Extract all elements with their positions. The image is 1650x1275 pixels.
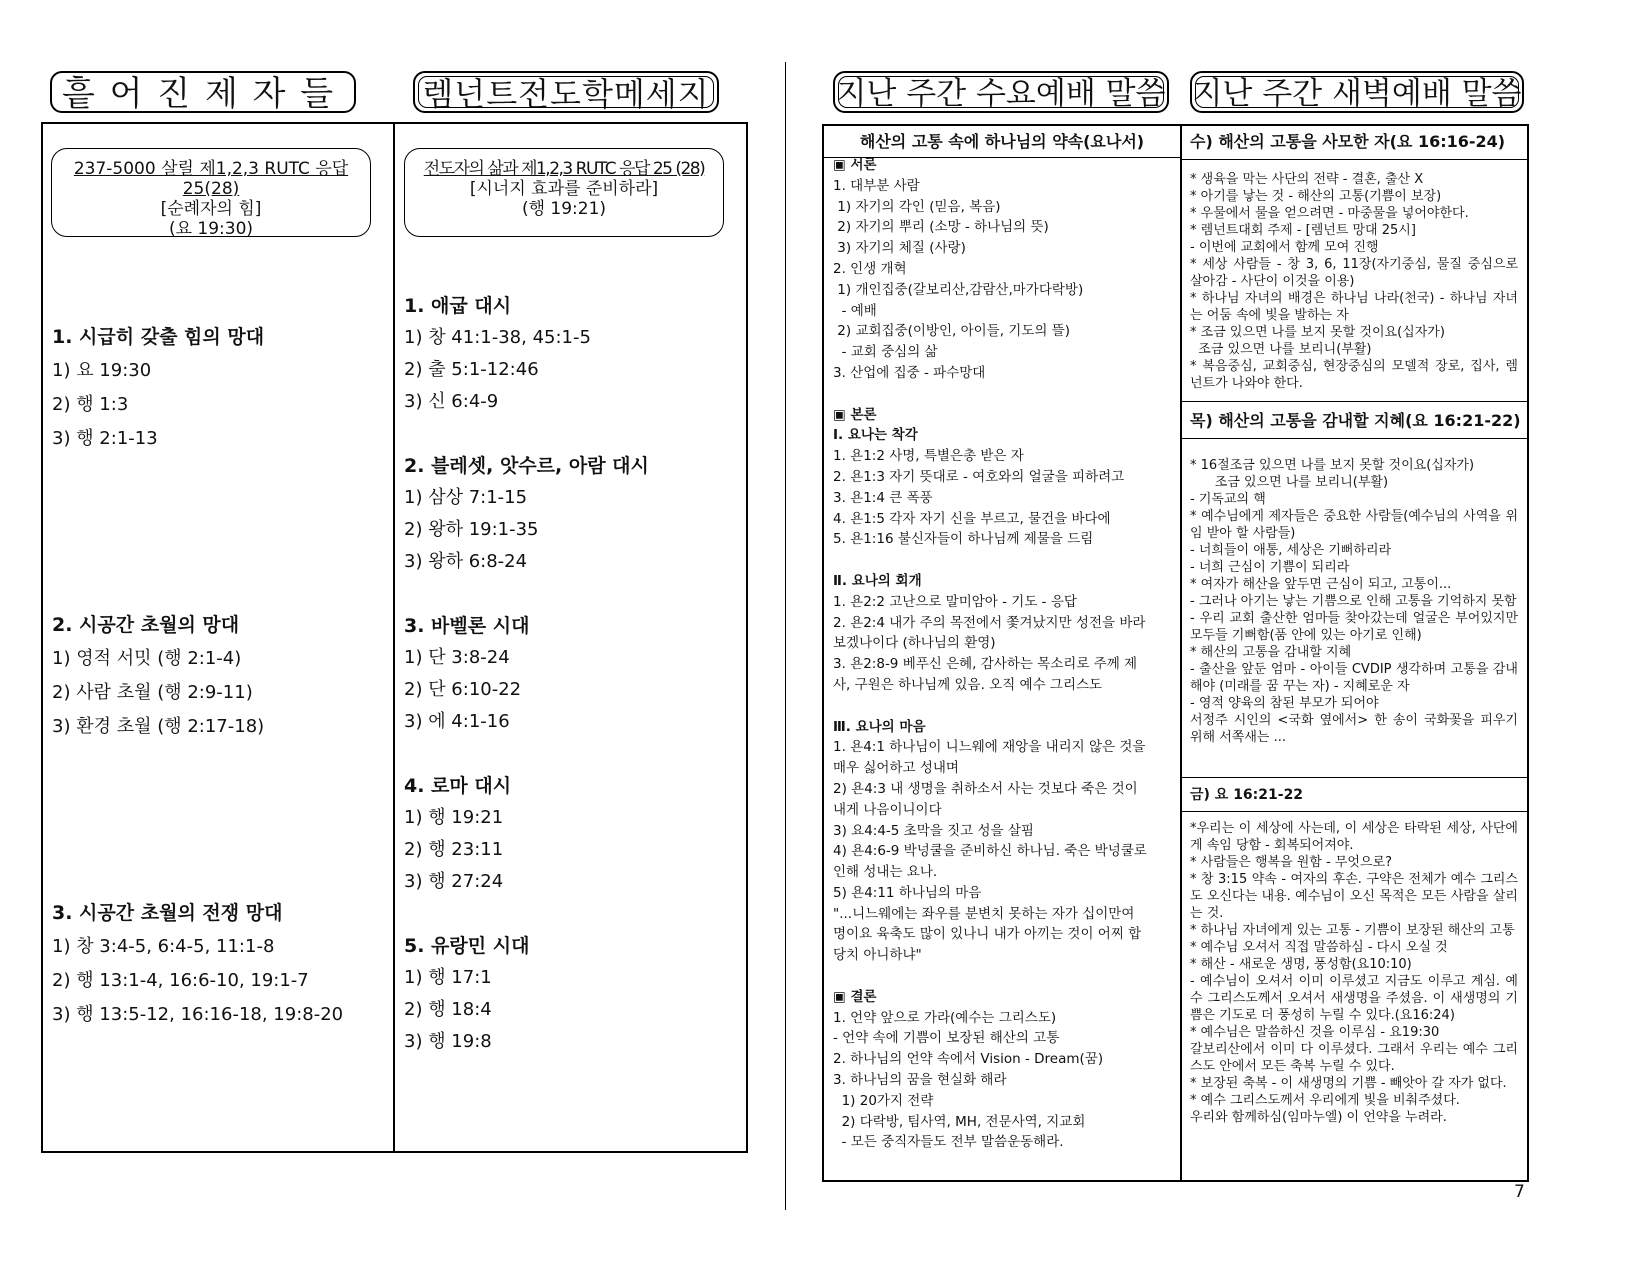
section-title: 4. 로마 대시 [404, 775, 512, 797]
list-item: 1) 삼상 7:1-15 [404, 487, 528, 508]
wed-line: - 교회 중심의 삶 [833, 344, 938, 361]
header-scattered-disciples: 흩 어 진 제 자 들 [50, 71, 356, 113]
wed-line: - 언약 속에 기쁨이 보장된 해산의 고통 [833, 1030, 1060, 1047]
wed-line: Ⅲ. 요나의 마음 [833, 718, 926, 735]
dawn-line: * 하나님 자녀에게 있는 고통 - 기쁨이 보장된 해산의 고통 [1190, 923, 1515, 938]
section-title: 2. 시공간 초월의 망대 [52, 614, 240, 636]
wed-line: 3) 자기의 체질 (사랑) [833, 240, 966, 257]
wed-line: 2) 자기의 뿌리 (소망 - 하나님의 뜻) [833, 219, 1049, 236]
dawn-line: - 출산을 앞둔 엄마 - 아이들 CVDIP 생각하며 고통을 감내해야 (미래를 꿈 꾸는 자) - 지혜로운 자 [1190, 662, 1518, 694]
wed-line: 2. 욘1:3 자기 뜻대로 - 여호와의 얼굴을 피하려고 [833, 468, 1125, 485]
wed-line: 1. 대부분 사람 [833, 177, 920, 194]
page-number: 7 [1514, 1182, 1525, 1202]
dawn-line: * 복음중심, 교회중심, 현장중심의 모델적 장로, 집사, 렘넌트가 나와야 한다. [1190, 359, 1518, 391]
dawn-line: * 렘넌트대회 주제 - [렘넌트 망대 25시] [1190, 223, 1416, 238]
list-item: 2) 출 5:1-12:46 [404, 359, 539, 380]
list-item: 1) 영적 서밋 (행 2:1-4) [52, 648, 242, 669]
dawn-s3-rule [1181, 811, 1529, 812]
header-dawn-sermon: 지난 주간 새벽예배 말씀 [1190, 71, 1524, 113]
list-item: 2) 행 18:4 [404, 999, 492, 1020]
dawn-line: 갈보리산에서 이미 다 이루셨다. 그래서 우리는 예수 그리스도 안에서 모든 축복 누릴 수 있다. [1190, 1042, 1518, 1074]
wed-line: ▣ 결론 [833, 988, 877, 1005]
list-item: 3) 왕하 6:8-24 [404, 551, 528, 572]
dawn-line: 조금 있으면 나를 보리니(부활) [1190, 342, 1372, 357]
dawn-line: 조금 있으면 나를 보리니(부활) [1190, 475, 1389, 490]
dawn-line: * 예수님 오셔서 직접 말씀하심 - 다시 오실 것 [1190, 940, 1448, 955]
wed-line: 1. 욘1:2 사명, 특별은총 받은 자 [833, 448, 1024, 465]
wed-line: 1. 욘4:1 하나님이 니느웨에 재앙을 내리지 않은 것을 [833, 739, 1146, 756]
list-item: 2) 사람 초월 (행 2:9-11) [52, 682, 253, 703]
dawn-line: - 너희들이 애통, 세상은 기뻐하리라 [1190, 543, 1392, 558]
wed-line: Ⅱ. 요나의 회개 [833, 572, 922, 589]
wed-line: 1) 개인집중(갈보리산,감람산,마가다락방) [833, 281, 1084, 298]
dawn-s3-body [1190, 820, 1518, 1126]
wed-line: 당치 아니하냐" [833, 947, 922, 964]
section-title: 1. 시급히 갖출 힘의 망대 [52, 326, 265, 348]
wed-line [833, 696, 1173, 717]
mid-box-line3: (행 19:21) [521, 199, 607, 219]
wed-line: 3. 욘2:8-9 베푸신 은혜, 감사하는 목소리로 주께 제 [833, 656, 1138, 673]
dawn-line: * 사람들은 행복을 원함 - 무엇으로? [1190, 855, 1393, 870]
dawn-line: * 하나님 자녀의 배경은 하나님 나라(천국) - 하나님 자녀는 어둠 속에 빛을 발하는 자 [1190, 291, 1518, 323]
dawn-line: * 16절조금 있으면 나를 보지 못할 것이요(십자가) [1190, 458, 1475, 473]
wed-body [833, 155, 1173, 1153]
list-item: 3) 신 6:4-9 [404, 391, 499, 412]
wed-line: Ⅰ. 요나는 착각 [833, 427, 918, 444]
wed-line: ▣ 서론 [833, 157, 877, 173]
dawn-line: * 생육을 막는 사단의 전략 - 결혼, 출산 X [1190, 172, 1424, 187]
dawn-s2-title: 목) 해산의 고통을 감내할 지혜(요 16:21-22) [1190, 411, 1521, 430]
dawn-s3-title: 금) 요 16:21-22 [1190, 787, 1304, 803]
dawn-s2-body [1190, 457, 1523, 746]
header-wednesday-sermon: 지난 주간 수요예배 말씀 [833, 71, 1169, 113]
mid-box-line2: [시너지 효과를 준비하라] [469, 179, 659, 199]
wed-line: 5) 욘4:11 하나님의 마음 [833, 884, 982, 901]
left-section-3 [52, 896, 343, 1032]
dawn-s1-body [1190, 171, 1523, 392]
header-remnant-evangelism: 렘넌트전도학메세지 [413, 71, 719, 113]
wed-line: 보겠나이다 (하나님의 환영) [833, 635, 996, 652]
list-item: 1) 요 19:30 [52, 360, 152, 381]
left-box-line2: [순례자의 힘] [160, 199, 262, 219]
dawn-line: * 해산의 고통을 감내할 지혜 [1190, 645, 1352, 660]
wed-line: 2. 욘2:4 내가 주의 목전에서 쫓겨났지만 성전을 바라 [833, 614, 1146, 631]
dawn-line: * 여자가 해산을 앞두면 근심이 되고, 고통이... [1190, 577, 1452, 592]
left-box-line3: (요 19:30) [168, 219, 254, 239]
wed-line: - 모든 중직자들도 전부 말씀운동해라. [833, 1134, 1064, 1151]
list-item: 1) 창 41:1-38, 45:1-5 [404, 327, 591, 348]
list-item: 3) 환경 초월 (행 2:17-18) [52, 716, 265, 737]
dawn-s2-rule [1181, 438, 1529, 439]
wed-line: 1. 언약 앞으로 가라(예수는 그리스도) [833, 1009, 1057, 1026]
list-item: 3) 행 2:1-13 [52, 428, 158, 449]
list-item: 1) 행 19:21 [404, 807, 504, 828]
dawn-s1-title: 수) 해산의 고통을 사모한 자(요 16:16-24) [1190, 132, 1506, 151]
left-panel-divider [393, 122, 395, 1153]
dawn-line: * 보장된 축복 - 이 새생명의 기쁨 - 빼앗아 갈 자가 없다. [1190, 1076, 1507, 1091]
wed-line [833, 384, 1173, 405]
section-title: 3. 시공간 초월의 전쟁 망대 [52, 902, 283, 924]
list-item: 1) 행 17:1 [404, 967, 492, 988]
wed-line: 3. 욘1:4 큰 폭풍 [833, 489, 933, 506]
wed-line: 매우 싫어하고 성내며 [833, 760, 959, 777]
list-item: 3) 행 19:8 [404, 1031, 492, 1052]
dawn-line: - 너희 근심이 기쁨이 되리라 [1190, 560, 1350, 575]
dawn-s1-rule [1181, 159, 1529, 160]
section-title: 2. 블레셋, 앗수르, 아람 대시 [404, 455, 649, 477]
dawn-line: * 세상 사람들 - 창 3, 6, 11장(자기중심, 물질 중심으로 살아감 - 사단이 이것을 이용) [1190, 257, 1523, 289]
dawn-line: * 우물에서 물을 얻으려면 - 마중물을 넣어야한다. [1190, 206, 1469, 221]
dawn-line: - 예수님이 오셔서 이미 이루셨고 지금도 이루고 계심. 예수 그리스도께서 오셔서 새생명을 주셨음. 이 새생명의 기쁨은 기도로 더 풍성히 누릴 수 있다.(요16:24) [1190, 974, 1518, 1023]
wed-line: 명이요 육축도 많이 있나니 내가 아끼는 것이 어찌 합 [833, 926, 1142, 943]
mid-box-line1: 전도자의 삶과 제1,2,3 RUTC 응답 25 (28) [423, 159, 705, 179]
mid-title-box [404, 148, 724, 237]
dawn-line: 우리와 함께하심(임마누엘) 이 언약을 누려라. [1190, 1110, 1447, 1125]
list-item: 1) 단 3:8-24 [404, 647, 510, 668]
wed-line: 내게 나음이니이다 [833, 801, 942, 818]
dawn-line: * 아기를 낳는 것 - 해산의 고통(기쁨이 보장) [1190, 189, 1442, 204]
wed-line: 1) 20가지 전략 [833, 1092, 934, 1109]
dawn-line: * 예수님에게 제자들은 중요한 사람들(예수님의 사역을 위임 받아 할 사람들) [1190, 509, 1518, 541]
list-item: 2) 단 6:10-22 [404, 679, 522, 700]
wed-line: 4) 욘4:6-9 박넝쿨을 준비하신 하나님. 죽은 박넝쿨로 [833, 843, 1147, 860]
dawn-line: * 예수님은 말씀하신 것을 이루심 - 요19:30 [1190, 1025, 1440, 1040]
dawn-line: - 이번에 교회에서 함께 모여 진행 [1190, 240, 1379, 255]
wed-line: 1. 욘2:2 고난으로 말미암아 - 기도 - 응답 [833, 593, 1077, 610]
dawn-line: - 영적 양육의 참된 부모가 되어야 [1190, 696, 1379, 711]
left-section-1 [52, 320, 264, 456]
dawn-s3-top-rule [1181, 777, 1529, 778]
wed-line: 인해 성내는 요나. [833, 864, 938, 881]
dawn-line: - 기독교의 핵 [1190, 492, 1266, 507]
dawn-line: 서정주 시인의 <국화 옆에서> 한 송이 국화꽃을 피우기 위해 서쪽새는 ... [1190, 713, 1523, 745]
left-section-2 [52, 608, 264, 744]
dawn-line: * 예수 그리스도께서 우리에게 빛을 비춰주셨다. [1190, 1093, 1460, 1108]
list-item: 2) 행 13:1-4, 16:6-10, 19:1-7 [52, 970, 309, 991]
wed-line: 2) 교회집중(이방인, 아이들, 기도의 뜰) [833, 323, 1071, 340]
left-box-line1: 237-5000 살릴 제1,2,3 RUTC 응답 25(28) [73, 159, 349, 199]
dawn-line: * 해산 - 새로운 생명, 풍성함(요10:10) [1190, 957, 1412, 972]
dawn-line: - 그러나 아기는 낳는 기쁨으로 인해 고통을 기억하지 못함 [1190, 594, 1517, 609]
dawn-line: *우리는 이 세상에 사는데, 이 세상은 타락된 세상, 사단에게 속임 당함 - 회복되어져야. [1190, 821, 1518, 853]
wed-line [833, 966, 1173, 987]
wed-line: 2. 하나님의 언약 속에서 Vision - Dream(꿈) [833, 1051, 1104, 1068]
wed-line: 2. 인생 개혁 [833, 260, 907, 277]
section-title: 3. 바벨론 시대 [404, 615, 530, 637]
section-title: 1. 애굽 대시 [404, 295, 512, 317]
wed-line: 사, 구원은 하나님께 있음. 오직 예수 그리스도 [833, 676, 1103, 693]
list-item: 2) 왕하 19:1-35 [404, 519, 539, 540]
wed-line: 1) 자기의 각인 (믿음, 복음) [833, 198, 1001, 215]
left-title-box [51, 148, 371, 237]
page-divider [785, 62, 786, 1210]
wed-line [833, 550, 1173, 571]
right-panel-divider [1180, 124, 1182, 1182]
wed-line: ▣ 본론 [833, 406, 877, 423]
dawn-line: * 조금 있으면 나를 보지 못할 것이요(십자가) [1190, 325, 1445, 340]
list-item: 3) 행 13:5-12, 16:16-18, 19:8-20 [52, 1004, 344, 1025]
wed-line: "...니느웨에는 좌우를 분변치 못하는 자가 십이만여 [833, 905, 1135, 922]
wed-line: 2) 다락방, 팀사역, MH, 전문사역, 지교회 [833, 1113, 1086, 1130]
wed-line: 4. 욘1:5 각자 자기 신을 부르고, 물건을 바다에 [833, 510, 1111, 527]
wed-title: 해산의 고통 속에 하나님의 약속(요나서) [859, 132, 1145, 151]
wed-line: 3. 산업에 집중 - 파수망대 [833, 364, 986, 381]
wed-line: 2) 욘4:3 내 생명을 취하소서 사는 것보다 죽은 것이 [833, 780, 1138, 797]
list-item: 2) 행 23:11 [404, 839, 504, 860]
list-item: 1) 창 3:4-5, 6:4-5, 11:1-8 [52, 936, 275, 957]
wed-line: 3. 하나님의 꿈을 현실화 해라 [833, 1072, 1007, 1089]
list-item: 3) 행 27:24 [404, 871, 504, 892]
mid-sections [404, 290, 649, 1058]
wed-line: 5. 욘1:16 불신자들이 하나님께 제물을 드림 [833, 531, 1094, 548]
dawn-line: - 우리 교회 출산한 엄마들 찾아갔는데 얼굴은 부어있지만 모두들 기뻐함(품 안에 있는 아기로 인해) [1190, 611, 1523, 643]
list-item: 2) 행 1:3 [52, 394, 129, 415]
section-title: 5. 유랑민 시대 [404, 935, 530, 957]
wed-line: - 예배 [833, 302, 877, 319]
dawn-line: * 창 3:15 약속 - 여자의 후손. 구약은 전체가 예수 그리스도 오신다는 내용. 예수님이 오신 목적은 모든 사람을 살리는 것. [1190, 872, 1518, 921]
list-item: 3) 에 4:1-16 [404, 711, 510, 732]
wed-line: 3) 요4:4-5 초막을 짓고 성을 살핌 [833, 822, 1034, 839]
dawn-s2-top-rule [1181, 401, 1529, 402]
